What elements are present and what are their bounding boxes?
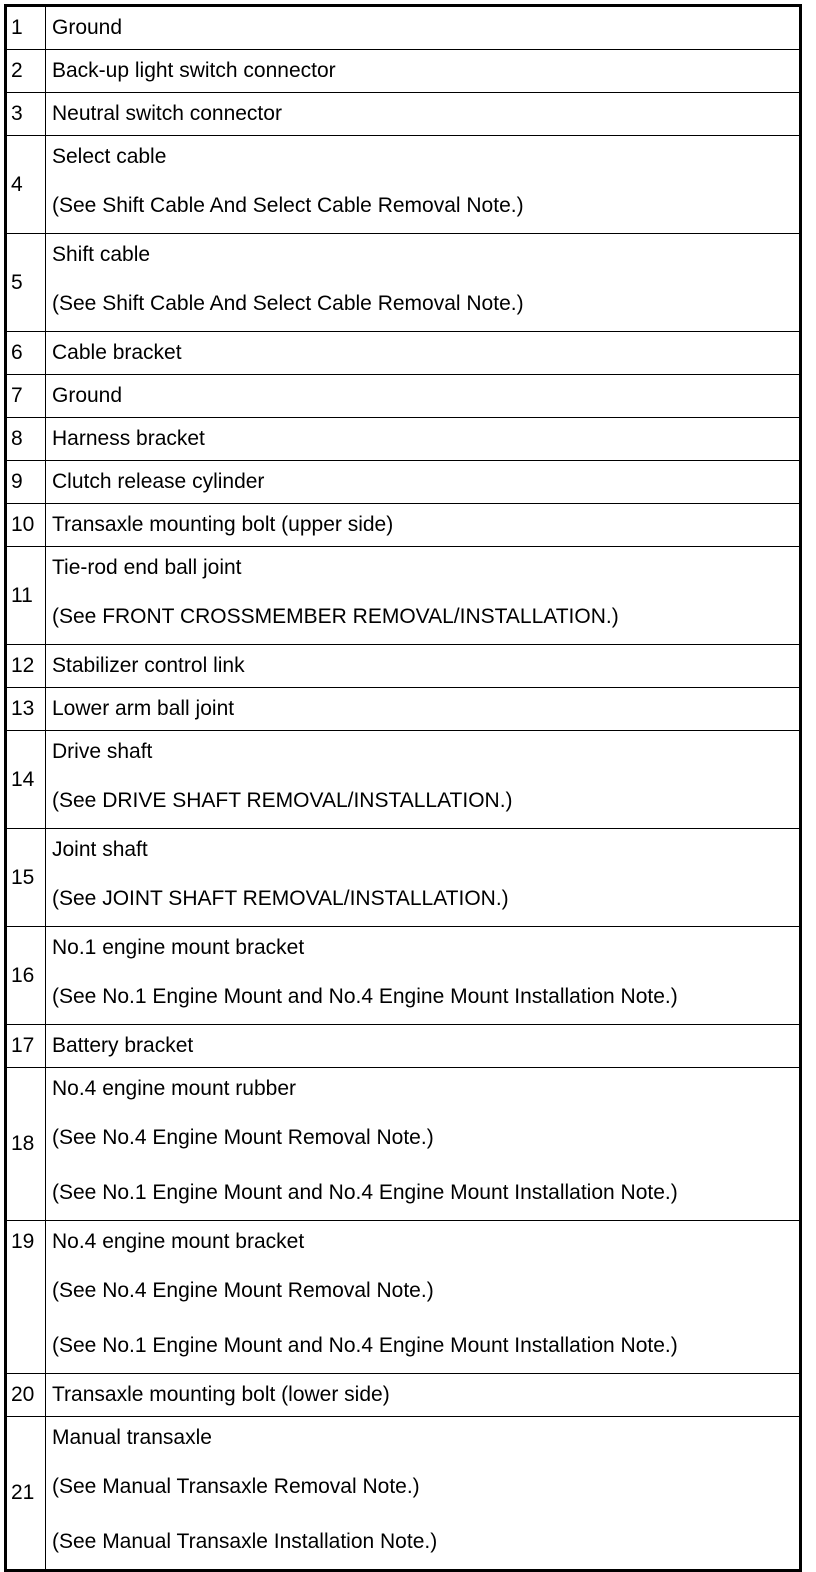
table-row: [6, 1221, 801, 1374]
item-number-cell: [6, 6, 46, 50]
item-reference-note: (See Shift Cable And Select Cable Removal Note.): [52, 194, 524, 217]
item-reference-note: (See Shift Cable And Select Cable Removal Note.): [52, 292, 524, 315]
item-description: Clutch release cylinder: [52, 470, 265, 493]
item-description: Stabilizer control link: [52, 654, 245, 677]
item-number: 9: [11, 470, 23, 493]
item-description: No.1 engine mount bracket: [52, 936, 305, 959]
item-description: Lower arm ball joint: [52, 697, 235, 720]
item-description: Ground: [52, 16, 123, 39]
item-description-cell: [46, 234, 801, 332]
item-description-cell: [46, 1417, 801, 1571]
item-number: 7: [11, 384, 23, 407]
item-number-cell: [6, 645, 46, 688]
table-row: [6, 418, 801, 461]
item-number-cell: [6, 1374, 46, 1417]
item-description: Joint shaft: [52, 838, 148, 861]
item-number-cell: [6, 1221, 46, 1374]
item-description-cell: [46, 1221, 801, 1374]
item-number: 4: [11, 172, 23, 196]
item-number: 20: [11, 1383, 35, 1406]
table-row: [6, 829, 801, 927]
table-row: [6, 645, 801, 688]
item-number: 21: [11, 1481, 35, 1504]
item-description: Select cable: [52, 145, 167, 168]
item-number: 2: [11, 59, 23, 82]
item-number: 5: [11, 270, 23, 294]
item-reference-note: (See No.1 Engine Mount and No.4 Engine Mount Installation Note.): [52, 1181, 678, 1204]
table-row: [6, 688, 801, 731]
table-row: [6, 547, 801, 645]
item-number-cell: [6, 504, 46, 547]
item-number: 3: [11, 102, 23, 125]
item-description-cell: [46, 731, 801, 829]
item-number: 18: [11, 1132, 35, 1155]
item-number-cell: [6, 731, 46, 829]
item-number-cell: [6, 1417, 46, 1571]
item-number-cell: [6, 1068, 46, 1221]
item-description-cell: [46, 547, 801, 645]
item-number-cell: [6, 332, 46, 375]
item-description-cell: [46, 1068, 801, 1221]
item-description: Transaxle mounting bolt (upper side): [52, 513, 394, 536]
item-number-cell: [6, 50, 46, 93]
item-description-cell: [46, 93, 801, 136]
item-description-cell: [46, 1374, 801, 1417]
item-description-cell: [46, 1025, 801, 1068]
table-row: [6, 50, 801, 93]
parts-table-body: [6, 6, 801, 1571]
item-description: Manual transaxle: [52, 1426, 212, 1449]
item-number-cell: [6, 461, 46, 504]
table-row: [6, 1068, 801, 1221]
item-description-cell: [46, 645, 801, 688]
table-row: [6, 375, 801, 418]
item-number-cell: [6, 418, 46, 461]
table-row: [6, 1025, 801, 1068]
item-reference-note: (See No.4 Engine Mount Removal Note.): [52, 1126, 434, 1149]
item-number: 15: [11, 865, 35, 889]
item-number: 12: [11, 654, 35, 677]
table-row: [6, 136, 801, 234]
item-number-cell: [6, 93, 46, 136]
item-description: Ground: [52, 384, 123, 407]
item-description: Back-up light switch connector: [52, 59, 336, 82]
item-description-cell: [46, 136, 801, 234]
item-number: 10: [11, 513, 35, 536]
item-number: 16: [11, 963, 35, 987]
item-description-cell: [46, 50, 801, 93]
parts-table: [4, 4, 802, 1572]
item-reference-note: (See No.1 Engine Mount and No.4 Engine Mount Installation Note.): [52, 985, 678, 1008]
item-number-cell: [6, 829, 46, 927]
item-reference-note: (See FRONT CROSSMEMBER REMOVAL/INSTALLATION.): [52, 605, 619, 628]
item-description: Shift cable: [52, 243, 151, 266]
item-description: Neutral switch connector: [52, 102, 282, 125]
item-number: 1: [11, 16, 23, 39]
item-description-cell: [46, 375, 801, 418]
item-description: Cable bracket: [52, 341, 182, 364]
item-number: 11: [11, 583, 33, 607]
item-number-cell: [6, 1025, 46, 1068]
item-number: 8: [11, 427, 23, 450]
table-row: [6, 332, 801, 375]
item-description: Drive shaft: [52, 740, 153, 763]
item-description-cell: [46, 332, 801, 375]
table-row: [6, 1417, 801, 1571]
item-reference-note: (See DRIVE SHAFT REMOVAL/INSTALLATION.): [52, 789, 513, 812]
item-description-cell: [46, 461, 801, 504]
item-description-cell: [46, 688, 801, 731]
table-row: [6, 1374, 801, 1417]
item-description-cell: [46, 6, 801, 50]
table-row: [6, 234, 801, 332]
item-reference-note: (See No.1 Engine Mount and No.4 Engine Mount Installation Note.): [52, 1334, 678, 1357]
item-description: Transaxle mounting bolt (lower side): [52, 1383, 390, 1406]
item-number-cell: [6, 688, 46, 731]
item-number: 17: [11, 1034, 35, 1057]
item-description-cell: [46, 829, 801, 927]
item-number-cell: [6, 375, 46, 418]
table-row: [6, 461, 801, 504]
item-description: Battery bracket: [52, 1034, 194, 1057]
table-row: [6, 6, 801, 50]
item-number: 19: [11, 1230, 35, 1253]
item-reference-note: (See JOINT SHAFT REMOVAL/INSTALLATION.): [52, 887, 509, 910]
item-number-cell: [6, 927, 46, 1025]
table-row: [6, 731, 801, 829]
item-reference-note: (See No.4 Engine Mount Removal Note.): [52, 1279, 434, 1302]
item-description: Harness bracket: [52, 427, 205, 450]
item-description-cell: [46, 504, 801, 547]
table-row: [6, 504, 801, 547]
item-reference-note: (See Manual Transaxle Removal Note.): [52, 1475, 420, 1498]
item-reference-note: (See Manual Transaxle Installation Note.): [52, 1530, 438, 1553]
table-row: [6, 927, 801, 1025]
item-description: Tie-rod end ball joint: [52, 556, 242, 579]
item-number-cell: [6, 547, 46, 645]
item-number-cell: [6, 136, 46, 234]
item-description-cell: [46, 418, 801, 461]
item-description: No.4 engine mount rubber: [52, 1077, 296, 1100]
table-row: [6, 93, 801, 136]
item-number: 13: [11, 697, 35, 720]
item-description: No.4 engine mount bracket: [52, 1230, 305, 1253]
item-number: 14: [11, 767, 35, 791]
item-number: 6: [11, 341, 23, 364]
item-description-cell: [46, 927, 801, 1025]
item-number-cell: [6, 234, 46, 332]
